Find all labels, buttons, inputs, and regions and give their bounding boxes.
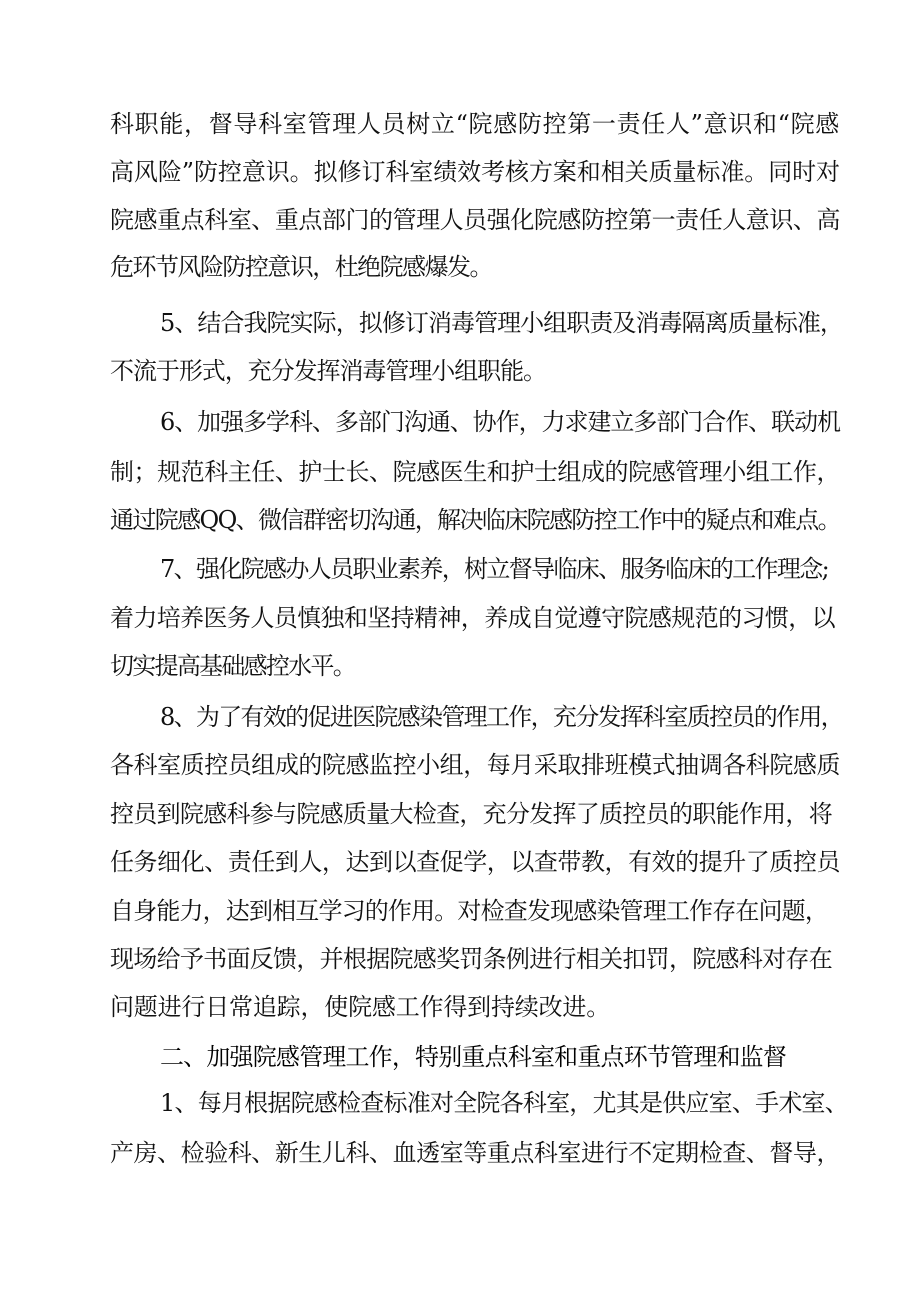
paragraph-line	[0, 104, 920, 144]
line-text: 危环节风险防控意识，杜绝院感爆发。	[110, 253, 492, 281]
section-heading	[0, 1037, 920, 1077]
line-text: 现场给予书面反馈，并根据院感奖罚条例进行相关扣罚，院感科对存在	[110, 945, 832, 973]
line-text: 5、结合我院实际，拟修订消毒管理小组职责及消毒隔离质量标准，	[160, 309, 843, 337]
paragraph-line	[0, 987, 920, 1027]
paragraph-line	[0, 745, 920, 785]
line-text: 1、每月根据院感检查标准对全院各科室，尤其是供应室、手术室、	[160, 1089, 848, 1117]
paragraph-line	[0, 1083, 920, 1123]
paragraph-line	[0, 1133, 920, 1173]
line-text: 各科室质控员组成的院感监控小组，每月采取排班模式抽调各科院感质	[110, 751, 840, 779]
line-text: 问题进行日常追踪，使院感工作得到持续改进。	[110, 993, 610, 1021]
line-text: 切实提高基础感控水平。	[110, 652, 355, 680]
paragraph-line	[0, 351, 920, 391]
line-text: 产房、检验科、新生儿科、血透室等重点科室进行不定期检查、督导，	[110, 1139, 840, 1167]
line-text: 着力培养医务人员慎独和坚持精神，养成自觉遵守院感规范的习惯，以	[110, 604, 835, 632]
paragraph-line	[0, 891, 920, 931]
section-heading-text: 二、加强院感管理工作，特别重点科室和重点环节管理和监督	[160, 1043, 786, 1071]
line-text: 通过院感QQ、微信群密切沟通，解决临床院感防控工作中的疑点和难点。	[110, 506, 840, 534]
line-text: 控员到院感科参与院感质量大检查，充分发挥了质控员的职能作用，将	[110, 800, 832, 828]
paragraph-line	[0, 402, 920, 442]
line-text: 自身能力，达到相互学习的作用。对检查发现感染管理工作存在问题，	[110, 897, 828, 925]
paragraph-line	[0, 794, 920, 834]
line-text: 制；规范科主任、护士长、院感医生和护士组成的院感管理小组工作，	[110, 458, 840, 486]
paragraph-line	[0, 247, 920, 287]
paragraph-line	[0, 303, 920, 343]
paragraph-line	[0, 939, 920, 979]
paragraph-line	[0, 842, 920, 882]
line-text: 6、加强多学科、多部门沟通、协作，力求建立多部门合作、联动机	[160, 408, 840, 436]
paragraph-line	[0, 452, 920, 492]
line-text: 高风险”防控意识。拟修订科室绩效考核方案和相关质量标准。同时对	[110, 158, 840, 186]
line-text: 不流于形式，充分发挥消毒管理小组职能。	[110, 357, 546, 385]
line-text: 8、为了有效的促进医院感染管理工作，充分发挥科室质控员的作用，	[160, 703, 843, 731]
paragraph-line	[0, 598, 920, 638]
paragraph-line	[0, 646, 920, 686]
line-text: 科职能，督导科室管理人员树立“院感防控第一责任人”意识和“院感	[110, 110, 840, 138]
paragraph-line	[0, 500, 920, 540]
line-text: 7、强化院感办人员职业素养，树立督导临床、服务临床的工作理念;	[160, 555, 828, 583]
line-text: 任务细化、责任到人，达到以查促学，以查带教，有效的提升了质控员	[110, 848, 840, 876]
paragraph-line	[0, 697, 920, 737]
paragraph-line	[0, 200, 920, 240]
line-text: 院感重点科室、重点部门的管理人员强化院感防控第一责任人意识、高	[110, 206, 840, 234]
paragraph-line	[0, 152, 920, 192]
paragraph-line	[0, 549, 920, 589]
